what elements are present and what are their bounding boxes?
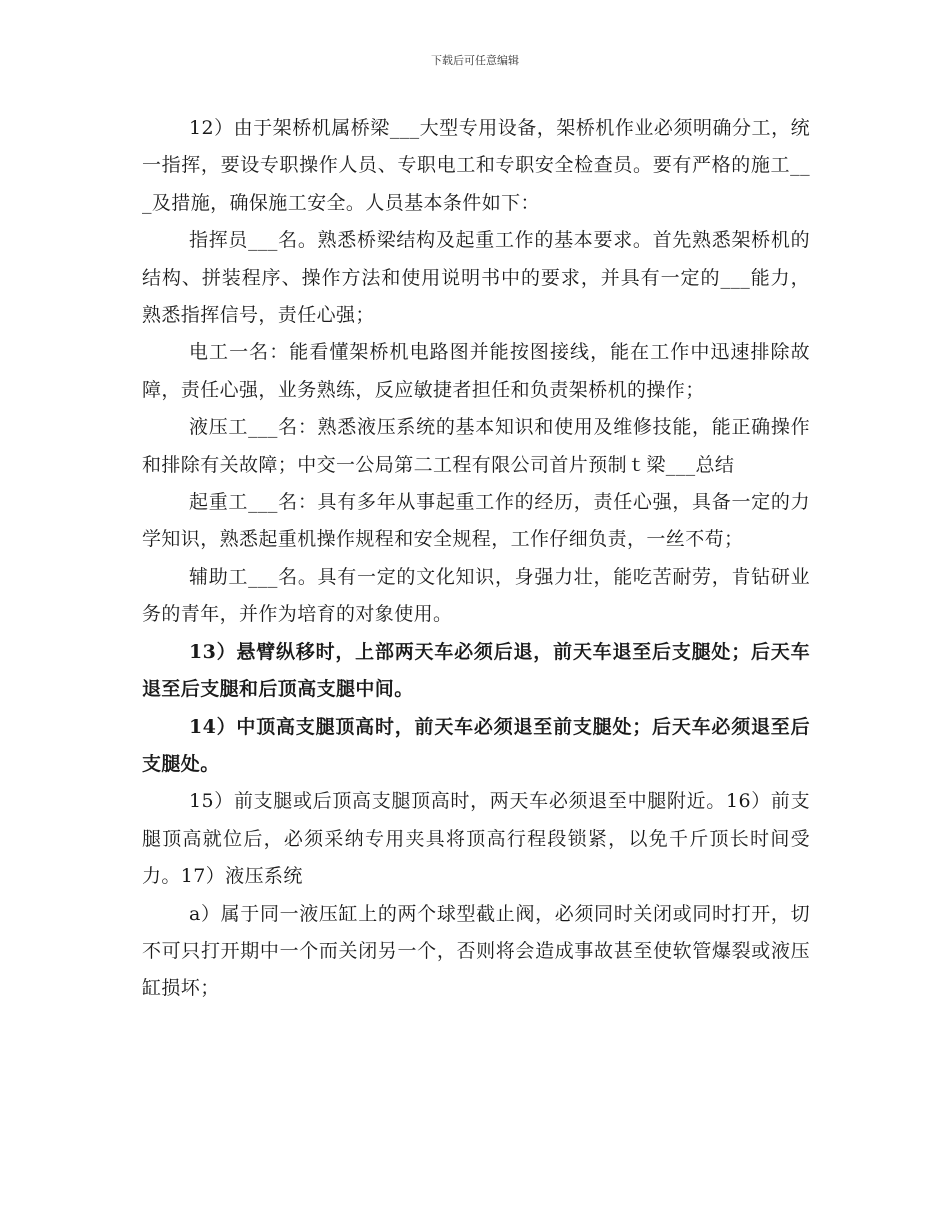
- paragraph-commander: 指挥员___名。熟悉桥梁结构及起重工作的基本要求。首先熟悉架桥机的结构、拼装程序、操作方法和使用说明书中的要求，并具有一定的___能力，熟悉指挥信号，责任心强；: [142, 229, 810, 327]
- paragraph-item-a: a）属于同一液压缸上的两个球型截止阀，必须同时关闭或同时打开，切不可只打开期中一个而关闭另一个，否则将会造成事故甚至使软管爆裂或液压缸损坏；: [142, 902, 810, 1000]
- paragraph-item-13: 13）悬臂纵移时，上部两天车必须后退，前天车退至后支腿处；后天车退至后支腿和后顶高支腿中间。: [142, 640, 810, 701]
- document-body: [142, 110, 810, 1008]
- paragraph-electrician: 电工一名：能看懂架桥机电路图并能按图接线，能在工作中迅速排除故障，责任心强，业务熟练，反应敏捷者担任和负责架桥机的操作；: [142, 341, 810, 401]
- paragraph-assistant: 辅助工___名。具有一定的文化知识，身强力壮，能吃苦耐劳，肯钻研业务的青年，并作为培育的对象使用。: [142, 565, 810, 626]
- paragraph-rigger: 起重工___名：具有多年从事起重工作的经历，责任心强，具备一定的力学知识，熟悉起重机操作规程和安全规程，工作仔细负责，一丝不苟；: [142, 491, 810, 551]
- paragraph-item-14: 14）中顶高支腿顶高时，前天车必须退至前支腿处；后天车必须退至后支腿处。: [142, 715, 810, 775]
- page-header: 下载后可任意编辑: [431, 54, 519, 67]
- paragraph-hydraulic-worker: 液压工___名：熟悉液压系统的基本知识和使用及维修技能，能正确操作和排除有关故障；中交一公局第二工程有限公司首片预制ｔ梁___总结: [142, 416, 810, 476]
- paragraph-items-15-17: 15）前支腿或后顶高支腿顶高时，两天车必须退至中腿附近。16）前支腿顶高就位后，必须采纳专用夹具将顶高行程段锁紧，以免千斤顶长时间受力。17）液压系统: [142, 790, 810, 888]
- paragraph-item-12: 12）由于架桥机属桥梁___大型专用设备，架桥机作业必须明确分工，统一指挥，要设专职操作人员、专职电工和专职安全检查员。要有严格的施工___及措施，确保施工安全。人员基本条件如下：: [142, 117, 810, 214]
